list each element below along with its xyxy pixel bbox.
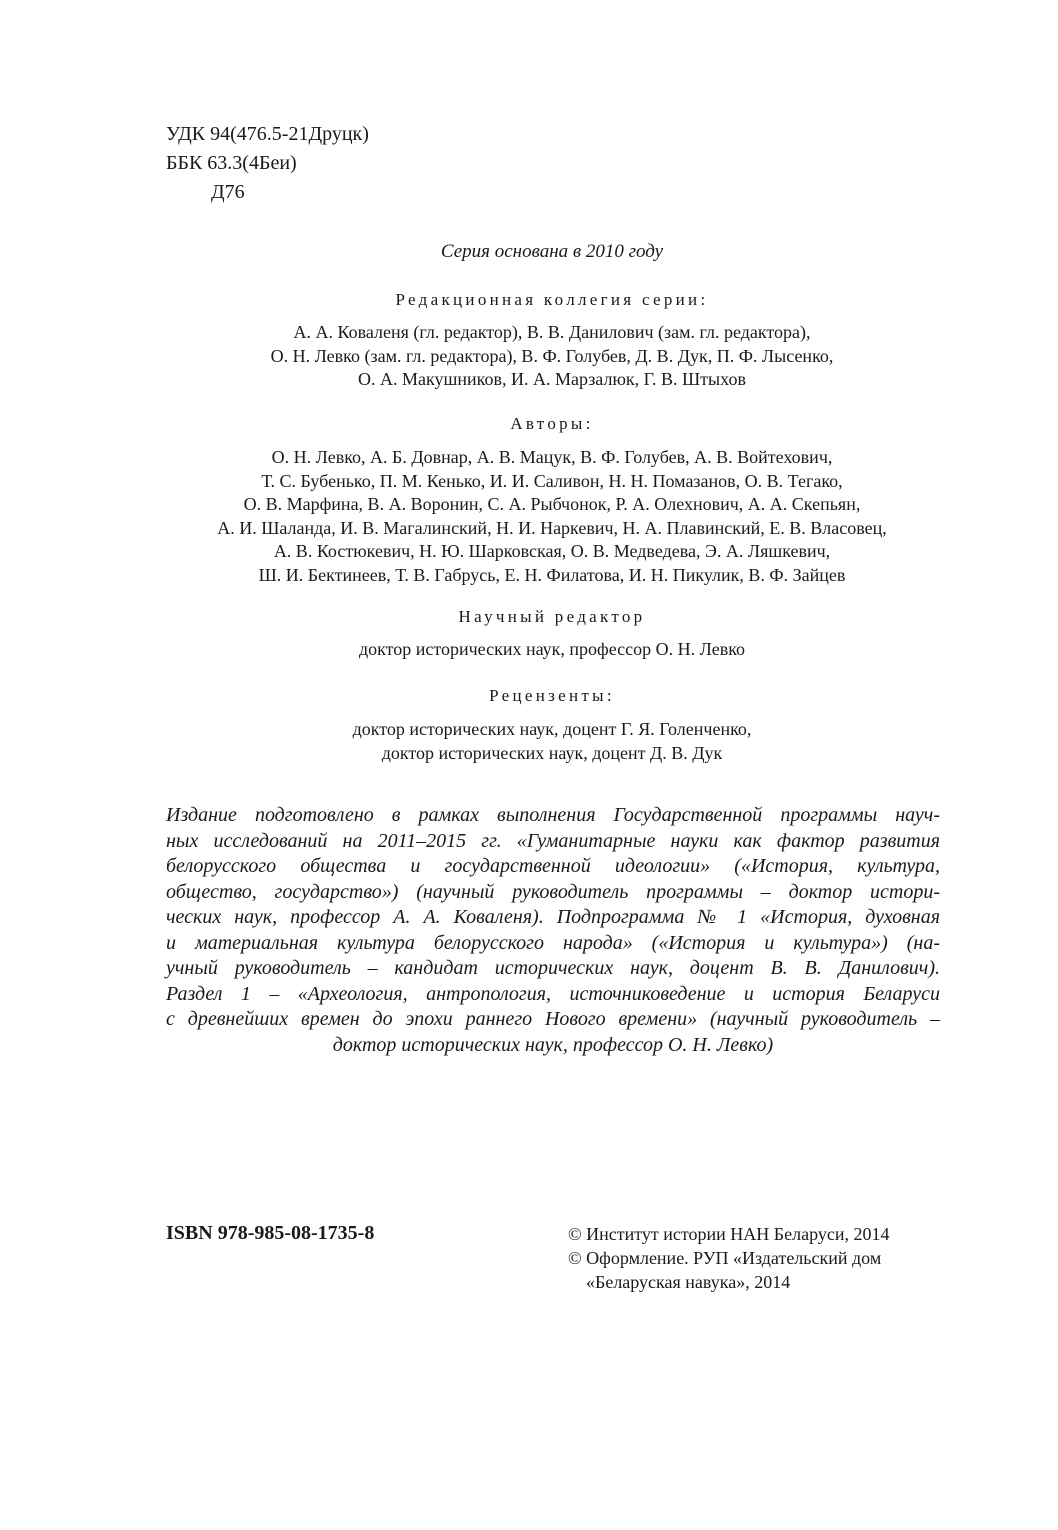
- copyright-block: [568, 1222, 890, 1294]
- classification-codes: [166, 120, 369, 207]
- funding-line: белорусского общества и государственной идеологии» («История, культура,: [166, 855, 940, 877]
- funding-line: ных исследований на 2011–2015 гг. «Гуманитарные науки как фактор развития: [166, 829, 940, 852]
- authors-list: [100, 446, 1004, 587]
- isbn: ISBN 978-985-08-1735-8: [166, 1222, 375, 1244]
- reviewer-line: доктор исторических наук, доцент Г. Я. Голенченко,: [352, 719, 752, 739]
- scientific-editor-heading: Научный редактор: [458, 607, 646, 626]
- editorial-board-list: [100, 321, 1004, 392]
- authors-line: А. И. Шаланда, И. В. Магалинский, Н. И. Наркевич, Н. А. Плавинский, Е. В. Власовец,: [217, 517, 887, 538]
- author-mark: Д76: [211, 181, 245, 203]
- funding-note: [166, 803, 940, 1058]
- funding-line: и материальная культура белорусского народа» («История и культура») (на-: [166, 931, 940, 954]
- editorial-board-line: А. А. Коваленя (гл. редактор), В. В. Данилович (зам. гл. редактора),: [293, 322, 811, 342]
- scientific-editor-text: доктор исторических наук, профессор О. Н. Левко: [358, 639, 746, 659]
- reviewers-list: [100, 718, 1004, 765]
- funding-line: доктор исторических наук, профессор О. Н. Левко): [332, 1033, 774, 1056]
- series-note: Серия основана в 2010 году: [440, 241, 664, 262]
- funding-line: общество, государство») (научный руководитель программы – доктор истори-: [166, 880, 940, 903]
- funding-line: учный руководитель – кандидат исторических наук, доцент В. В. Данилович).: [166, 957, 940, 979]
- authors-line: О. Н. Левко, А. Б. Довнар, А. В. Мацук, В. Ф. Голубев, А. В. Войтехович,: [271, 447, 833, 467]
- funding-line: Издание подготовлено в рамках выполнения Государственной программы науч-: [166, 804, 940, 826]
- authors-line: О. В. Марфина, В. А. Воронин, С. А. Рыбчонок, Р. А. Олехнович, А. А. Скепьян,: [243, 494, 861, 514]
- editorial-board-line: О. Н. Левко (зам. гл. редактора), В. Ф. Голубев, Д. В. Дук, П. Ф. Лысенко,: [270, 345, 834, 366]
- reviewers-heading: Рецензенты:: [489, 686, 615, 705]
- editorial-board-line: О. А. Макушников, И. А. Марзалюк, Г. В. Штыхов: [358, 369, 746, 389]
- udk-code: УДК 94(476.5-21Друцк): [166, 123, 369, 145]
- copyright-line: © Институт истории НАН Беларуси, 2014: [568, 1224, 890, 1244]
- editorial-board-heading: Редакционная коллегия серии:: [395, 290, 709, 309]
- authors-line: Т. С. Бубенько, П. М. Кенько, И. И. Саливон, Н. Н. Помазанов, О. В. Тегако,: [261, 470, 843, 491]
- authors-line: А. В. Костюкевич, Н. Ю. Шарковская, О. В. Медведева, Э. А. Ляшкевич,: [273, 541, 831, 561]
- copyright-line: © Оформление. РУП «Издательский дом: [568, 1248, 882, 1268]
- funding-line: Раздел 1 – «Археология, антропология, источниковедение и история Беларуси: [166, 982, 940, 1005]
- bbk-code: ББК 63.3(4Беи): [166, 152, 297, 174]
- reviewer-line: доктор исторических наук, доцент Д. В. Дук: [381, 742, 723, 763]
- authors-heading: Авторы:: [510, 414, 594, 433]
- funding-line: с древнейших времен до эпохи раннего Нового времени» (научный руководитель –: [166, 1008, 940, 1030]
- authors-line: Ш. И. Бектинеев, Т. В. Габрусь, Е. Н. Филатова, И. Н. Пикулик, В. Ф. Зайцев: [258, 564, 846, 585]
- funding-line: ческих наук, профессор А. А. Коваленя). Подпрограмма № 1 «История, духовная: [166, 906, 940, 928]
- copyright-line: «Беларуская навука», 2014: [586, 1272, 791, 1292]
